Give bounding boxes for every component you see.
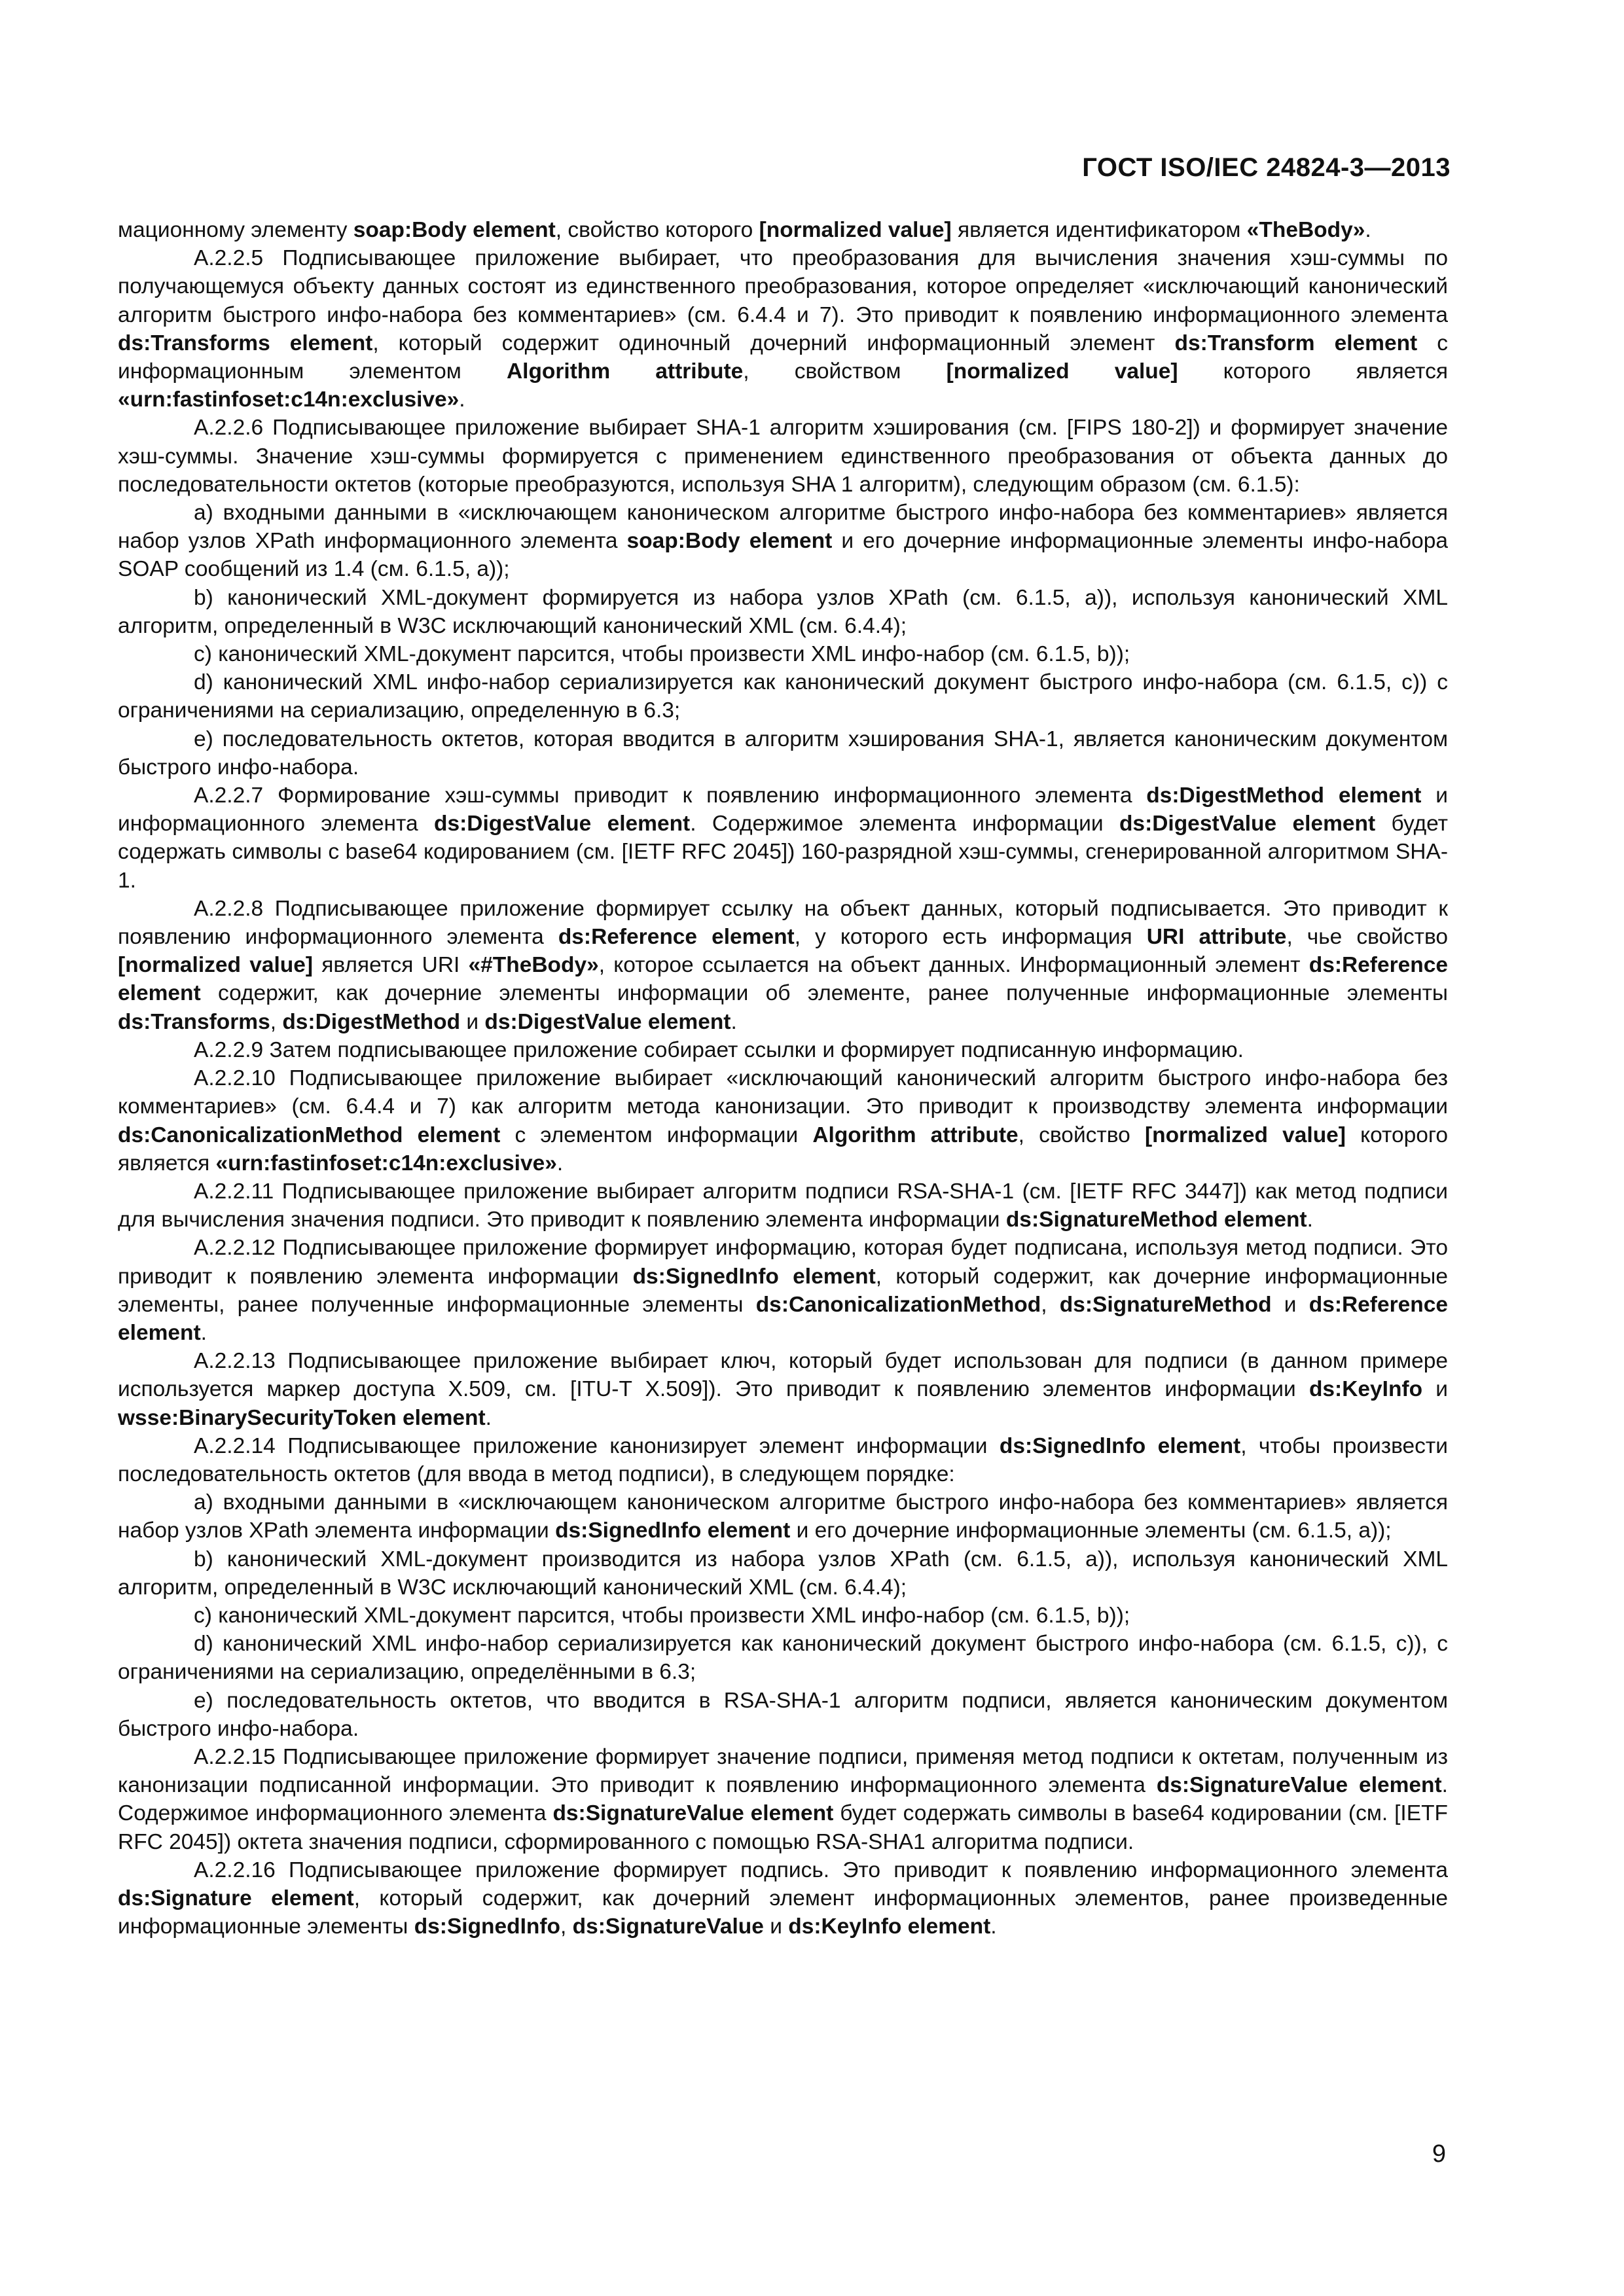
document-code-header: ГОСТ ISO/IEC 24824-3—2013 <box>1082 153 1451 182</box>
text-run: , свойством <box>743 359 947 384</box>
paragraph <box>118 1064 1448 1177</box>
text-run: a) входными данными в «исключающем каноническом алгоритме быстрого инфо-набора без комментариев» является набор узлов XPath элемента информации <box>118 1490 1448 1543</box>
text-run: A.2.2.8 Подписывающее приложение формирует ссылку на объект данных, который подписывается. Это приводит к появлению информационного элемента <box>118 896 1448 950</box>
bold-term: ds:SignatureValue element <box>552 1801 834 1826</box>
paragraph <box>118 1432 1448 1488</box>
text-run: , чье свойство <box>1286 925 1448 950</box>
text-run: c) канонический XML-документ парсится, чтобы произвести XML инфо-набор (см. 6.1.5, b)); <box>194 642 1130 667</box>
text-run: e) последовательность октетов, которая вводится в алгоритм хэширования SHA-1, является каноническим документом быстрого инфо-набора. <box>118 726 1448 780</box>
text-run: a) входными данными в «исключающем каноническом алгоритме быстрого инфо-набора без комментариев» является набор узлов XPath информационного элемента <box>118 501 1448 554</box>
text-run: с элементом информации <box>500 1122 813 1147</box>
text-run: d) канонический XML инфо-набор сериализируется как канонический документ быстрого инфо-набора (см. 6.1.5, c)), с ограничениями на сериализацию, определёнными в 6.3; <box>118 1632 1448 1685</box>
bold-term: Algorithm attribute <box>506 359 744 384</box>
bold-term: URI attribute <box>1146 925 1287 950</box>
paragraph <box>118 216 1448 244</box>
bold-term: ds:CanonicalizationMethod element <box>118 1122 501 1147</box>
paragraph <box>118 1856 1448 1941</box>
bold-term: ds:KeyInfo element <box>788 1914 991 1939</box>
text-run: которого является <box>118 1122 1449 1175</box>
text-run: и <box>763 1914 789 1939</box>
text-run: мационному элементу <box>118 218 353 242</box>
bold-term: ds:SignedInfo element <box>999 1433 1241 1458</box>
paragraph <box>118 725 1448 781</box>
text-run: A.2.2.11 Подписывающее приложение выбирает алгоритм подписи RSA-SHA-1 (см. [IETF RFC 3447]) как метод подписи для вычисления значения подписи. Это приводит к появлению элемента информации <box>118 1179 1448 1232</box>
text-run: будет содержать символы в base64 кодировании (см. [IETF RFC 2045]) октета значения подписи, сформированного с помощью RSA-SHA1 алгоритма подписи. <box>118 1801 1448 1854</box>
bold-term: ds:SignedInfo <box>414 1914 560 1939</box>
paragraph <box>118 414 1448 499</box>
bold-term: ds:SignatureValue element <box>1156 1773 1442 1798</box>
text-run: d) канонический XML инфо-набор сериализируется как канонический документ быстрого инфо-набора (см. 6.1.5, c)) с ограничениями на сериализацию, определенную в 6.3; <box>118 670 1448 723</box>
text-run: A.2.2.16 Подписывающее приложение формирует подпись. Это приводит к появлению информационного элемента <box>194 1857 1448 1882</box>
paragraph <box>118 584 1448 640</box>
paragraph <box>118 1036 1448 1064</box>
text-run: будет содержать символы с base64 кодированием (см. [IETF RFC 2045]) 160-разрядной хэш-суммы, сгенерированной алгоритмом SHA-1. <box>118 812 1449 893</box>
bold-term: «urn:fastinfoset:c14n:exclusive» <box>118 387 460 412</box>
text-run: . <box>556 1151 564 1175</box>
text-run: и его дочерние информационные элементы (см. 6.1.5, a)); <box>790 1518 1392 1543</box>
paragraph <box>118 781 1448 895</box>
text-run: с информационным элементом <box>118 331 1448 384</box>
bold-term: ds:DigestValue element <box>1119 812 1376 836</box>
bold-term: soap:Body element <box>626 529 833 554</box>
bold-term: ds:Signature element <box>118 1886 354 1910</box>
text-run: , чтобы произвести последовательность октетов (для ввода в метод подписи), в следующем порядке: <box>118 1433 1448 1486</box>
bold-term: ds:DigestValue element <box>434 812 691 836</box>
text-run: . <box>1365 218 1371 242</box>
bold-term: ds:SignedInfo element <box>555 1518 791 1543</box>
bold-term: ds:Reference element <box>118 953 1448 1006</box>
paragraph <box>118 1177 1448 1234</box>
text-run: c) канонический XML-документ парсится, чтобы произвести XML инфо-набор (см. 6.1.5, b)); <box>194 1603 1130 1628</box>
bold-term: ds:CanonicalizationMethod <box>755 1292 1041 1317</box>
bold-term: ds:Transform element <box>1174 331 1418 355</box>
text-run: A.2.2.13 Подписывающее приложение выбирает ключ, который будет использован для подписи (в данном примере используется маркер доступа X.509, см. [ITU-T X.509]). Это приводит к появлению элементов информации <box>118 1349 1448 1402</box>
text-run: . <box>459 387 465 412</box>
text-run: . <box>485 1405 492 1430</box>
paragraph <box>118 1545 1448 1602</box>
text-run: и <box>1271 1292 1309 1317</box>
text-run: , свойство <box>1018 1122 1145 1147</box>
page-number: 9 <box>1432 2140 1446 2168</box>
bold-term: [normalized value] <box>946 359 1178 384</box>
text-run: является идентификатором <box>951 218 1247 242</box>
text-run: и его дочерние информационные элементы инфо-набора SOAP сообщений из 1.4 (см. 6.1.5, a)); <box>118 529 1449 582</box>
bold-term: ds:Transforms element <box>118 331 373 355</box>
paragraph <box>118 1743 1448 1856</box>
paragraph <box>118 1630 1448 1686</box>
text-run: A.2.2.14 Подписывающее приложение канонизирует элемент информации <box>194 1433 1000 1458</box>
text-run: A.2.2.15 Подписывающее приложение формирует значение подписи, применяя метод подписи к октетам, полученным из канонизации подписанной информации. Это приводит к появлению информационного элемента <box>118 1744 1448 1798</box>
paragraph <box>118 244 1448 414</box>
bold-term: ds:Reference element <box>558 925 795 950</box>
text-run: , которое ссылается на объект данных. Информационный элемент <box>598 953 1309 978</box>
bold-term: ds:SignedInfo element <box>632 1264 876 1289</box>
text-run: , <box>560 1914 573 1939</box>
bold-term: «#TheBody» <box>468 953 599 978</box>
paragraph <box>118 1234 1448 1347</box>
text-run: , который содержит, как дочерние информационные элементы, ранее полученные информационные элементы <box>118 1264 1449 1317</box>
text-run: . Содержимое информационного элемента <box>118 1773 1448 1826</box>
text-run: является URI <box>313 953 469 978</box>
paragraph <box>118 640 1448 668</box>
text-run: b) канонический XML-документ формируется из набора узлов XPath (см. 6.1.5, a)), используя канонический XML алгоритм, определенный в W3C исключающий канонический XML (см. 6.4.4); <box>118 585 1448 638</box>
bold-term: soap:Body element <box>353 218 556 242</box>
text-run: , свойство которого <box>555 218 759 242</box>
text-run: A.2.2.6 Подписывающее приложение выбирает SHA-1 алгоритм хэширования (см. [FIPS 180-2]) и формирует значение хэш-суммы. Значение хэш-суммы формируется с применением единственного преобразования от объекта данных до последовательности октетов (которые преобразуются, используя SHA 1 алгоритм), следующим образом (см. 6.1.5): <box>118 416 1448 497</box>
text-run: A.2.2.5 Подписывающее приложение выбирает, что преобразования для вычисления значения хэш-суммы по получающемуся объекту данных состоят из единственного преобразования, которое определяет «исключающий канонический алгоритм быстрого инфо-набора без комментариев» (см. 6.4.4 и 7). Это приводит к появлению информационного элемента <box>118 246 1448 327</box>
bold-term: ds:Reference element <box>118 1292 1448 1345</box>
paragraph <box>118 499 1448 584</box>
bold-term: ds:DigestMethod element <box>1146 783 1422 808</box>
paragraph <box>118 668 1448 725</box>
text-run: e) последовательность октетов, что вводится в RSA-SHA-1 алгоритм подписи, является каноническим документом быстрого инфо-набора. <box>118 1688 1448 1741</box>
text-run: и <box>460 1009 485 1034</box>
text-run: , <box>270 1009 283 1034</box>
paragraph <box>118 1347 1448 1432</box>
bold-term: ds:SignatureMethod element <box>1005 1208 1307 1232</box>
bold-term: «TheBody» <box>1246 218 1365 242</box>
text-run: A.2.2.9 Затем подписывающее приложение собирает ссылки и формирует подписанную информацию. <box>194 1037 1244 1062</box>
text-run: , который содержит одиночный дочерний информационный элемент <box>372 331 1175 355</box>
paragraph <box>118 895 1448 1036</box>
text-run: содержит, как дочерние элементы информации об элементе, ранее полученные информационные элементы <box>200 981 1448 1006</box>
bold-term: «urn:fastinfoset:c14n:exclusive» <box>215 1151 557 1175</box>
bold-term: [normalized value] <box>1144 1122 1346 1147</box>
document-body <box>118 216 1448 1941</box>
bold-term: ds:SignatureMethod <box>1059 1292 1272 1317</box>
text-run: . <box>990 1914 997 1939</box>
text-run: A.2.2.12 Подписывающее приложение формирует информацию, которая будет подписана, используя метод подписи. Это приводит к появлению элемента информации <box>118 1236 1448 1289</box>
bold-term: Algorithm attribute <box>812 1122 1019 1147</box>
bold-term: ds:Transforms <box>118 1009 270 1034</box>
text-run: и <box>1422 1377 1448 1402</box>
paragraph <box>118 1488 1448 1545</box>
text-run: b) канонический XML-документ производится из набора узлов XPath (см. 6.1.5, a)), используя канонический XML алгоритм, определенный в W3C исключающий канонический XML (см. 6.4.4); <box>118 1547 1448 1600</box>
text-run: и информационного элемента <box>118 783 1448 836</box>
paragraph <box>118 1687 1448 1743</box>
bold-term: [normalized value] <box>759 218 952 242</box>
bold-term: ds:DigestMethod <box>282 1009 461 1034</box>
text-run: A.2.2.10 Подписывающее приложение выбирает «исключающий канонический алгоритм быстрого инфо-набора без комментариев» (см. 6.4.4 и 7) как алгоритм метода канонизации. Это приводит к производству элемента информации <box>118 1066 1448 1119</box>
text-run: , <box>1041 1292 1060 1317</box>
paragraph <box>118 1602 1448 1630</box>
bold-term: ds:KeyInfo <box>1308 1377 1423 1402</box>
bold-term: [normalized value] <box>118 953 314 978</box>
text-run: которого является <box>1178 359 1448 384</box>
text-run: . <box>731 1009 737 1034</box>
bold-term: ds:DigestValue element <box>484 1009 731 1034</box>
text-run: . <box>1307 1208 1313 1232</box>
bold-term: wsse:BinarySecurityToken element <box>118 1405 486 1430</box>
text-run: . <box>200 1320 207 1345</box>
text-run: , у которого есть информация <box>794 925 1147 950</box>
text-run: . Содержимое элемента информации <box>690 812 1119 836</box>
text-run: A.2.2.7 Формирование хэш-суммы приводит к появлению информационного элемента <box>194 783 1147 808</box>
text-run: , который содержит, как дочерний элемент информационных элементов, ранее произведенные информационные элементы <box>118 1886 1448 1939</box>
bold-term: ds:SignatureValue <box>572 1914 764 1939</box>
